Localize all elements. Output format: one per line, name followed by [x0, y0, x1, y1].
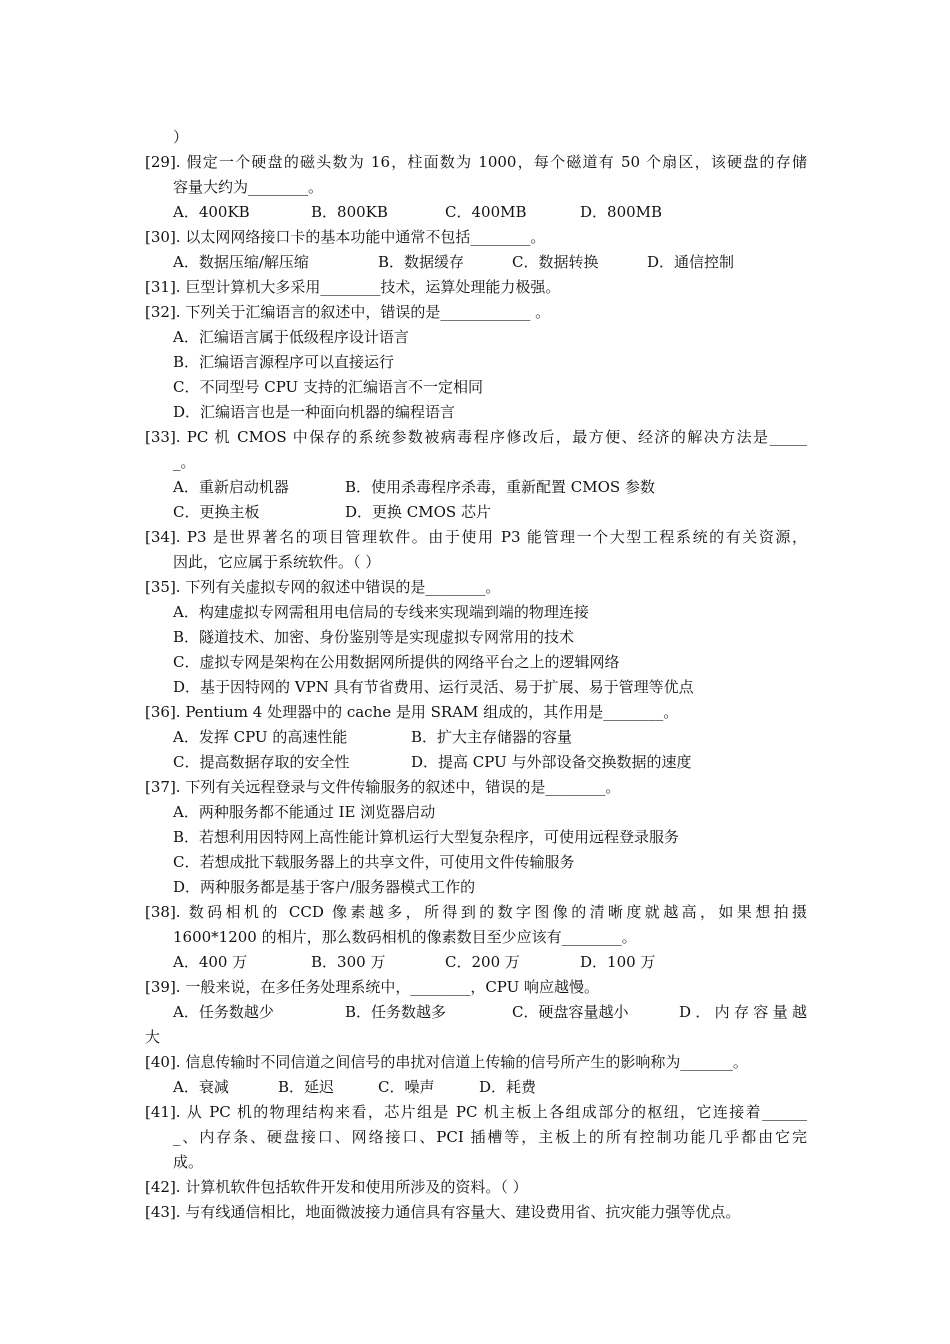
question-text-line: [33]. PC 机 CMOS 中保存的系统参数被病毒程序修改后，最方便、经济的解决方法是_____ [145, 428, 807, 446]
question-text-line: [37]. 下列有关远程登录与文件传输服务的叙述中，错误的是________。 [145, 778, 621, 796]
answer-option: D．内存容量越 [679, 1003, 807, 1021]
question-text-line: [29]. 假定一个硬盘的磁头数为 16，柱面数为 1000，每个磁道有 50 个扇区，该硬盘的存储 [145, 153, 807, 171]
answer-option: A．400KB [173, 203, 250, 221]
question-text-line: [38]. 数码相机的 CCD 像素越多，所得到的数字图像的清晰度就越高，如果想拍摄 [145, 903, 807, 921]
text-line: A．构建虚拟专网需租用电信局的专线来实现端到端的物理连接 [173, 603, 589, 621]
answer-option: C．噪声 [378, 1078, 435, 1096]
question-text-line: [32]. 下列关于汇编语言的叙述中，错误的是____________ 。 [145, 303, 551, 321]
answer-option: A．重新启动机器 [173, 478, 289, 496]
question-text-line: [41]. 从 PC 机的物理结构来看，芯片组是 PC 机主板上各组成部分的枢纽，它连接着______ [145, 1103, 807, 1121]
text-line: B．汇编语言源程序可以直接运行 [173, 353, 395, 371]
question-text-line: [35]. 下列有关虚拟专网的叙述中错误的是________。 [145, 578, 501, 596]
answer-option: B．任务数越多 [345, 1003, 447, 1021]
text-line: 1600*1200 的相片，那么数码相机的像素数目至少应该有________。 [173, 928, 637, 946]
answer-option: B．延迟 [278, 1078, 335, 1096]
question-text-line: [42]. 计算机软件包括软件开发和使用所涉及的资料。（ ） [145, 1178, 528, 1196]
answer-option: C．硬盘容量越小 [512, 1003, 629, 1021]
answer-option: A．衰减 [173, 1078, 229, 1096]
text-line: _、内存条、硬盘接口、网络接口、PCI 插槽等，主板上的所有控制功能几乎都由它完 [173, 1128, 807, 1146]
text-line: _。 [173, 453, 196, 471]
answer-option: C．提高数据存取的安全性 [173, 753, 350, 771]
answer-option: D．提高 CPU 与外部设备交换数据的速度 [411, 753, 692, 771]
answer-option: C．200 万 [445, 953, 520, 971]
text-line: B．若想利用因特网上高性能计算机运行大型复杂程序，可使用远程登录服务 [173, 828, 680, 846]
text-line: 容量大约为________。 [173, 178, 324, 196]
answer-option: A．任务数越少 [173, 1003, 274, 1021]
answer-option: C．更换主板 [173, 503, 260, 521]
text-line: C．若想成批下载服务器上的共享文件，可使用文件传输服务 [173, 853, 575, 871]
text-line: A．两种服务都不能通过 IE 浏览器启动 [173, 803, 436, 821]
text-line: D．两种服务都是基于客户/服务器模式工作的 [173, 878, 476, 896]
answer-option: A．数据压缩/解压缩 [173, 253, 309, 271]
text-line: ） [173, 128, 189, 146]
answer-option: B．扩大主存储器的容量 [411, 728, 573, 746]
text-line: A．汇编语言属于低级程序设计语言 [173, 328, 409, 346]
answer-option: D．100 万 [580, 953, 656, 971]
answer-option: B．数据缓存 [378, 253, 465, 271]
text-line: C．不同型号 CPU 支持的汇编语言不一定相同 [173, 378, 483, 396]
question-text-line: [30]. 以太网网络接口卡的基本功能中通常不包括________。 [145, 228, 546, 246]
answer-option: B．300 万 [311, 953, 386, 971]
question-text-line: [31]. 巨型计算机大多采用________技术，运算处理能力极强。 [145, 278, 561, 296]
text-line: D．汇编语言也是一种面向机器的编程语言 [173, 403, 456, 421]
answer-option: C．数据转换 [512, 253, 599, 271]
question-text-line: [39]. 一般来说，在多任务处理系统中，________，CPU 响应越慢。 [145, 978, 600, 996]
question-text-line: [36]. Pentium 4 处理器中的 cache 是用 SRAM 组成的，其作用是________。 [145, 703, 679, 721]
answer-option: B．使用杀毒程序杀毒，重新配置 CMOS 参数 [345, 478, 655, 496]
answer-option: D．800MB [580, 203, 663, 221]
text-line: C．虚拟专网是架构在公用数据网所提供的网络平台之上的逻辑网络 [173, 653, 620, 671]
answer-option: B．800KB [311, 203, 388, 221]
question-text-line: [40]. 信息传输时不同信道之间信号的串扰对信道上传输的信号所产生的影响称为_______。 [145, 1053, 748, 1071]
answer-option: D．耗费 [479, 1078, 537, 1096]
text-line: 成。 [173, 1153, 204, 1171]
answer-option: D．通信控制 [647, 253, 735, 271]
question-text-line: [34]. P3 是世界著名的项目管理软件。由于使用 P3 能管理一个大型工程系统的有关资源， [145, 528, 807, 546]
text-line: 大 [145, 1028, 161, 1046]
answer-option: C．400MB [445, 203, 527, 221]
text-line: 因此，它应属于系统软件。（ ） [173, 553, 381, 571]
answer-option: A．发挥 CPU 的高速性能 [173, 728, 348, 746]
question-text-line: [43]. 与有线通信相比，地面微波接力通信具有容量大、建设费用省、抗灾能力强等优点。 [145, 1203, 741, 1221]
text-line: D．基于因特网的 VPN 具有节省费用、运行灵活、易于扩展、易于管理等优点 [173, 678, 694, 696]
answer-option: D．更换 CMOS 芯片 [345, 503, 491, 521]
text-line: B．隧道技术、加密、身份鉴别等是实现虚拟专网常用的技术 [173, 628, 575, 646]
answer-option: A．400 万 [173, 953, 248, 971]
